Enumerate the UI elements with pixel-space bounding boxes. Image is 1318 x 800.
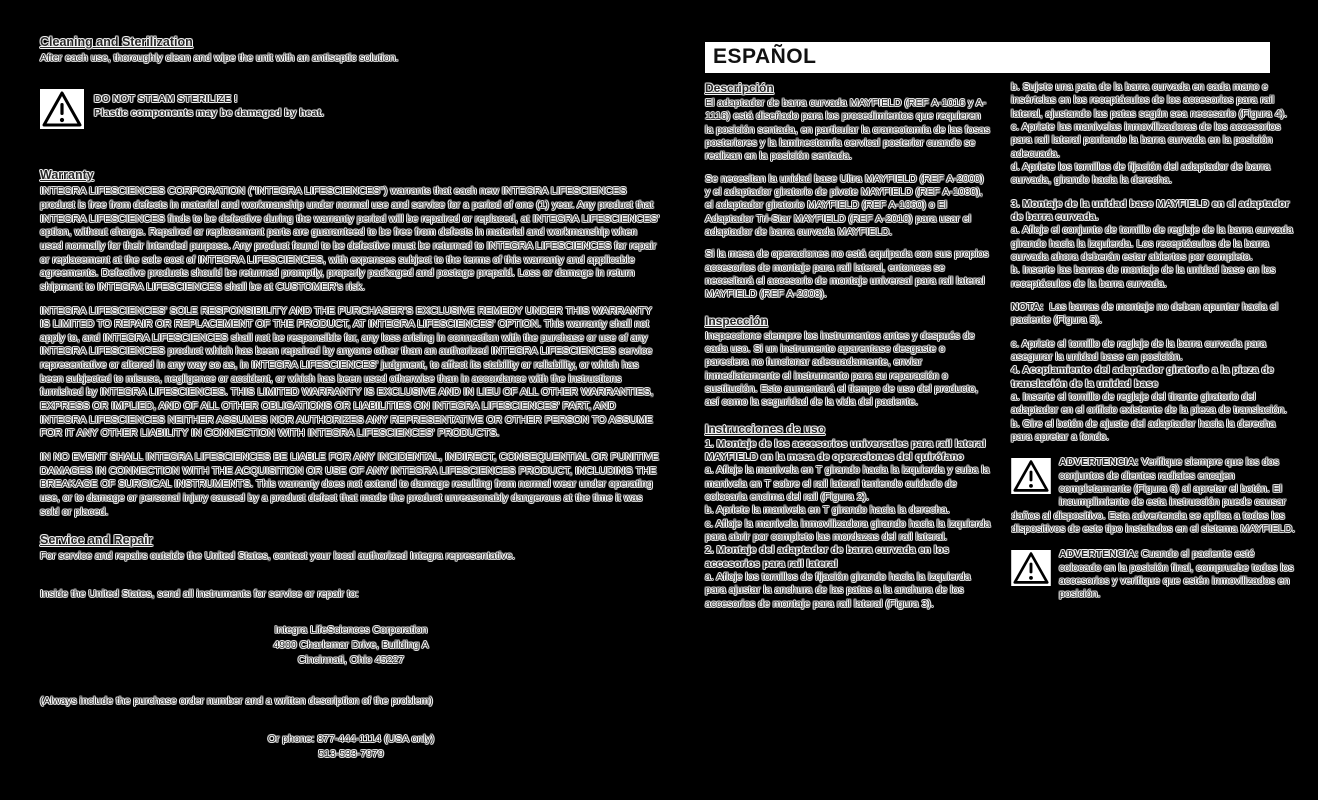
instruction-substep: a. Inserte el tornillo de reglaje del tirante giratorio del adaptador en el orificio existente de la pieza de translación. (1011, 390, 1288, 417)
service-address (40, 623, 662, 669)
cleaning-heading: Cleaning and Sterilization (40, 35, 193, 49)
instruction-step: 3. Montaje de la unidad base MAYFIELD en el adaptador de barra curvada. (1011, 197, 1290, 223)
service-repair-body: For service and repairs outside the United States, contact your local authorized Integra representative. (40, 550, 516, 563)
instruction-substep: c. Apriete el tornillo de reglaje de la barra curvada para asegurar la unidad base en posición. (1011, 337, 1267, 363)
instruction-substep: a. Afloje la manivela en T girando hacia la izquierda y suba la manivela en T sobre el rail lateral teniendo cuidado de colocarla encima del rail (Figura 2). (705, 464, 990, 503)
warranty-paragraph: INTEGRA LIFESCIENCES CORPORATION ("INTEGRA LIFESCIENCES") warrants that each new INTEGRA LIFESCIENCES product is free from defects in material and workmanship under normal use and service for a period of one (1) year. Any product that INTEGRA LIFESCIENCES finds to be defective during the warranty period will be repaired or replaced, at INTEGRA LIFESCIENCES' option, without charge. Repaired or replacement parts are guaranteed to be free from defects in material and workmanship when used normally for their intended purpose. Any product found to be defective must be returned to INTEGRA LIFESCIENCES for repair or replacement at the sole cost of INTEGRA LIFESCIENCES, with expenses subject to the terms of this warranty and applicable agreements. Defective products should be returned promptly, properly packaged and postage prepaid. Loss or damage in return shipment to INTEGRA LIFESCIENCES shall be at CUSTOMER's risk. (40, 185, 660, 293)
warning-triangle-icon (40, 89, 84, 134)
cleaning-body: After each use, thoroughly clean and wipe the unit with an antiseptic solution. (40, 52, 399, 64)
warranty-paragraph: INTEGRA LIFESCIENCES' SOLE RESPONSIBILITY AND THE PURCHASER'S EXCLUSIVE REMEDY UNDER THIS WARRANTY IS LIMITED TO REPAIR OR REPLACEMENT OF THE PRODUCT, AT INTEGRA LIFESCIENCES' OPTION. This warranty shall not apply to, and INTEGRA LIFESCIENCES shall not be responsible for, any loss arising in connection with the purchase or use of any INTEGRA LIFESCIENCES product which has been repaired by anyone other than an authorized INTEGRA LIFESCIENCES service representative or altered in any way so as, in INTEGRA LIFESCIENCES' judgment, to affect its stability or reliability, or which has been subjected to misuse, negligence or accident, or which has been used otherwise than in accordance with the instructions furnished by INTEGRA LIFESCIENCES. THIS LIMITED WARRANTY IS EXCLUSIVE AND IN LIEU OF ALL OTHER WARRANTIES, EXPRESS OR IMPLIED, AND OF ALL OTHER OBLIGATIONS OR LIABILITIES ON INTEGRA LIFESCIENCES' PART, AND INTEGRA LIFESCIENCES NEITHER ASSUMES NOR AUTHORIZES ANY REPRESENTATIVE OR OTHER PERSON TO ASSUME FOR IT ANY OTHER LIABILITY IN CONNECTION WITH INTEGRA LIFESCIENCES' PRODUCTS. (40, 304, 654, 440)
spanish-column-2 (1011, 81, 1297, 611)
instruction-substep: a. Afloje el conjunto de tornillo de reglaje de la barra curvada girando hacia la izquierda. Los receptáculos de la barra curvada ahora deberán estar abiertos por completo. (1011, 224, 1293, 263)
address-line: Integra LifeSciences Corporation (274, 624, 428, 637)
inside-us-line: Inside the United States, send all instruments for service or repair to: (40, 587, 359, 600)
warranty-heading: Warranty (40, 168, 94, 183)
advertencia-text: Verifique siempre que los dos conjuntos de dientes radiales encajen completamente (Figura 6) al apretar el botón. El incumplimiento de esta instrucción puede causar daños al dispositivo. Esta advertencia se aplica a todos los dispositivos de este tipo instalados en el sistema MAYFIELD. (1011, 456, 1296, 535)
instruction-substep: b. Apriete la manivela en T girando hacia la derecha. (705, 504, 950, 517)
descripcion-paragraph: El adaptador de barra curvada MAYFIELD (REF A-1016 y A-1116) está diseñado para los procedimientos que requieren la posición sentada, en particular la craneotomía de las fosas posteriores y la laminectomía cervical posterior cuando se realizan en la posición sentada. (705, 97, 990, 163)
instruction-step: 1. Montaje de los accesorios universales para rail lateral MAYFIELD en la mesa de operaciones del quirófano (705, 437, 986, 463)
instruction-substep: b. Sujete una pata de la barra curvada en cada mano e insértelas en los receptáculos de los accesorios para rail lateral, ajustando las patas según sea necesario (Figura 4). (1011, 81, 1288, 120)
nota-line (1011, 301, 1297, 328)
advertencia-1 (1011, 456, 1297, 536)
descripcion-paragraph: Se necesitan la unidad base Ultra MAYFIELD (REF A-2000) y el adaptador giratorio de pivote MAYFIELD (REF A-1080), el adaptador giratorio MAYFIELD (REF A-1060) o El Adaptador Tri-Star MAYFIELD (REF A-2010) para usar el adaptador de barra curvada MAYFIELD. (705, 172, 984, 238)
service-repair-heading: Service and Repair (40, 533, 153, 548)
phone-block (40, 732, 662, 762)
steam-warning-line2: Plastic components may be damaged by heat. (94, 106, 324, 119)
order-note-line: (Always include the purchase order number and a written description of the problem) (40, 694, 433, 707)
advertencia-2 (1011, 548, 1297, 601)
warranty-paragraph: IN NO EVENT SHALL INTEGRA LIFESCIENCES BE LIABLE FOR ANY INCIDENTAL, INDIRECT, CONSEQUENTIAL OR PUNITIVE DAMAGES IN CONNECTION WITH THE ACQUISITION OR USE OF ANY INTEGRA LIFESCIENCES PRODUCT, INCLUDING THE BREAKAGE OF SURGICAL INSTRUMENTS. This warranty does not extend to damage resulting from normal wear under operating use, or to damage or personal injury caused by a product defect that made the product unreasonably dangerous at the time it was sold or placed. (40, 450, 659, 518)
inspeccion-heading: Inspección (705, 313, 768, 328)
instruction-substep: b. Gire el botón de ajuste del adaptador hacia la derecha para apretar a fondo. (1011, 417, 1276, 443)
phone-line: 513-533-7979 (318, 748, 384, 761)
instruction-substep: b. Inserte las barras de montaje de la unidad base en los receptáculos de la barra curvada. (1011, 264, 1276, 290)
phone-line: Or phone: 877-444-1114 (USA only) (267, 733, 435, 746)
address-line: Cincinnati, Ohio 45227 (297, 654, 405, 667)
steam-warning-line1: DO NOT STEAM STERILIZE ! (94, 93, 238, 106)
advertencia-label: ADVERTENCIA: (1059, 548, 1139, 561)
advertencia-text: Cuando el paciente esté colocado en la posición final, compruebe todos los accesorios y verifique que estén inmovilizados en posición. (1059, 548, 1294, 601)
english-page (40, 35, 662, 763)
nota-label: NOTA: (1011, 300, 1044, 313)
instruction-substep: d. Apriete los tornillos de fijación del adaptador de barra curvada, girando hacia la derecha. (1011, 160, 1271, 187)
warning-triangle-icon (1011, 458, 1051, 498)
spanish-page (705, 42, 1297, 611)
descripcion-paragraph: Si la mesa de operaciones no está equipada con sus propios accesorios de montaje para rail lateral, entonces se necesitará el accesorio de montaje universal para rail lateral MAYFIELD (REF A-2008). (705, 248, 989, 301)
instrucciones-heading: Instrucciones de uso (705, 421, 826, 436)
descripcion-heading: Descripción (705, 81, 774, 95)
advertencia-label: ADVERTENCIA: (1059, 456, 1139, 469)
instruction-substep: c. Afloje la manivela inmovilizadora girando hacia la izquierda para abrir por completo las mordazas del rail lateral. (705, 517, 991, 543)
instruction-step: 2. Montaje del adaptador de barra curvada en los accesorios para rail lateral (705, 544, 949, 570)
instruction-step: 4. Acoplamiento del adaptador giratorio a la pieza de translación de la unidad base (1011, 364, 1274, 390)
espanol-header: ESPAÑOL (705, 42, 1270, 73)
steam-warning (40, 89, 662, 134)
warning-triangle-icon (1011, 550, 1051, 590)
instruction-substep: c. Apriete las manivelas inmovilizadoras de los accesorios para rail lateral poniendo la barra curvada en la posición adecuada. (1011, 120, 1281, 160)
inspeccion-paragraph: Inspeccione siempre los instrumentos antes y después de cada uso. Si un instrumento aparentase desgaste o pareciera no funcionar adecuadamente, enviar inmediatamente el instrumento para su reparación o sustitución. Esto aumentará el tiempo de uso del producto, así como la seguridad de la vida del paciente. (705, 329, 979, 409)
nota-text: Las barras de montaje no deben apuntar hacia el paciente (Figura 5). (1011, 300, 1279, 327)
address-line: 4900 Charlemar Drive, Building A (273, 639, 429, 652)
instruction-substep: a. Afloje los tornillos de fijación girando hacia la izquierda para ajustar la anchura de las patas a la anchura de los accesorios de montaje para rail lateral (Figura 3). (705, 570, 971, 610)
spanish-column-1 (705, 81, 991, 611)
